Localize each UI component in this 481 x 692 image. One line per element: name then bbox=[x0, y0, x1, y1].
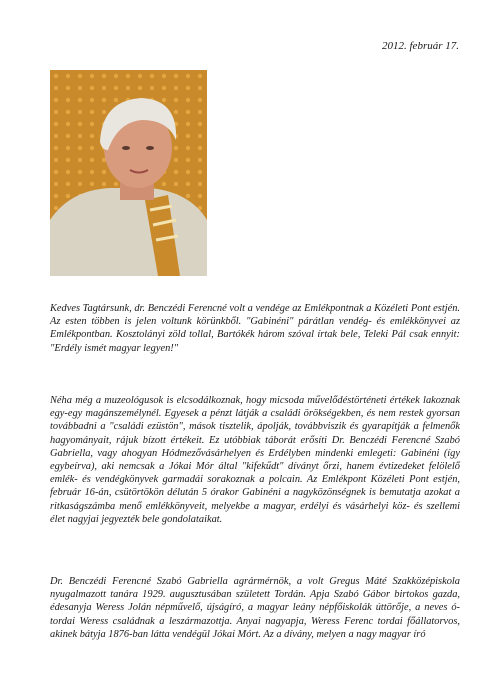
paragraph-main: Néha még a muzeológusok is elcsodálkoznak, hogy micsoda művelődéstörténeti értékek lakoznak egy-egy magánszemélynél. Egyesek a pénzt látják a családi örökségekben, és nem restek gyorsan továbbadni a "családi ezüstön", mások tisztelik, ápolják, továbbviszik és gyarapítják a felmenők hagyományait, rájuk bízott értékeit. Ez utóbbiak táborát erősíti Dr. Benczédi Ferencné Szabó Gabriella, vagy ahogyan Hódmezővásárhelyen és Erdélyben mindenki emlegeti: Gabinéni (így egybeírva), aki nemcsak a Jókai Mór által "kifekűdt" díványt őrzi, hanem évtizedeket felölelő emlék- és vendégkönyvek garmadái sorakoznak a polcain. Az Emlékpont Közéleti Pont estjén, február 16-án, csütörtökön délután 5 órakor Gabinéni a nagyközönségnek is bemutatja azokat a ritkaságszámba menő emlékkönyveit, melyekbe a magyar, erdélyi és vásárhelyi köz- és szellemi élet nagyjai jegyezték bele gondolataikat. bbox=[50, 395, 460, 525]
portrait-photo bbox=[50, 70, 207, 276]
paragraph-intro: Kedves Tagtársunk, dr. Benczédi Ferencné volt a vendége az Emlékpontnak a Közéleti Pont estjén. Az esten többen is jelen voltunk körünkből. "Gabinéni" párátlan vendég- és emlékkönyvei az Emlékpontban. Kosztolányi zöld tollal, Bartókék három szóval írtak bele, Teleki Pál csak ennyit: "Erdély ismét magyar legyen!" bbox=[50, 303, 460, 354]
left-eye bbox=[122, 146, 130, 150]
article-date: 2012. február 17. bbox=[382, 40, 459, 52]
coat bbox=[50, 188, 207, 276]
paragraph-biography: Dr. Benczédi Ferencné Szabó Gabriella agrármérnök, a volt Gregus Máté Szakközépiskola nyugalmazott tanára 1929. augusztusában született Tordán. Apja Szabó Gábor birtokos gazda, édesanyja Weress Jolán népművelő, újságíró, a magyar leány népfőiskolák úttörője, a neves ó-tordai Weress családnak a leszármazottja. Anyai nagyapja, Weress Ferenc tordai főállatorvos, akinek bátyja 1876-ban látta vendégül Jókai Mórt. Az a dívány, melyen a nagy magyar író bbox=[50, 576, 460, 640]
portrait-image bbox=[50, 70, 207, 276]
right-eye bbox=[146, 146, 154, 150]
